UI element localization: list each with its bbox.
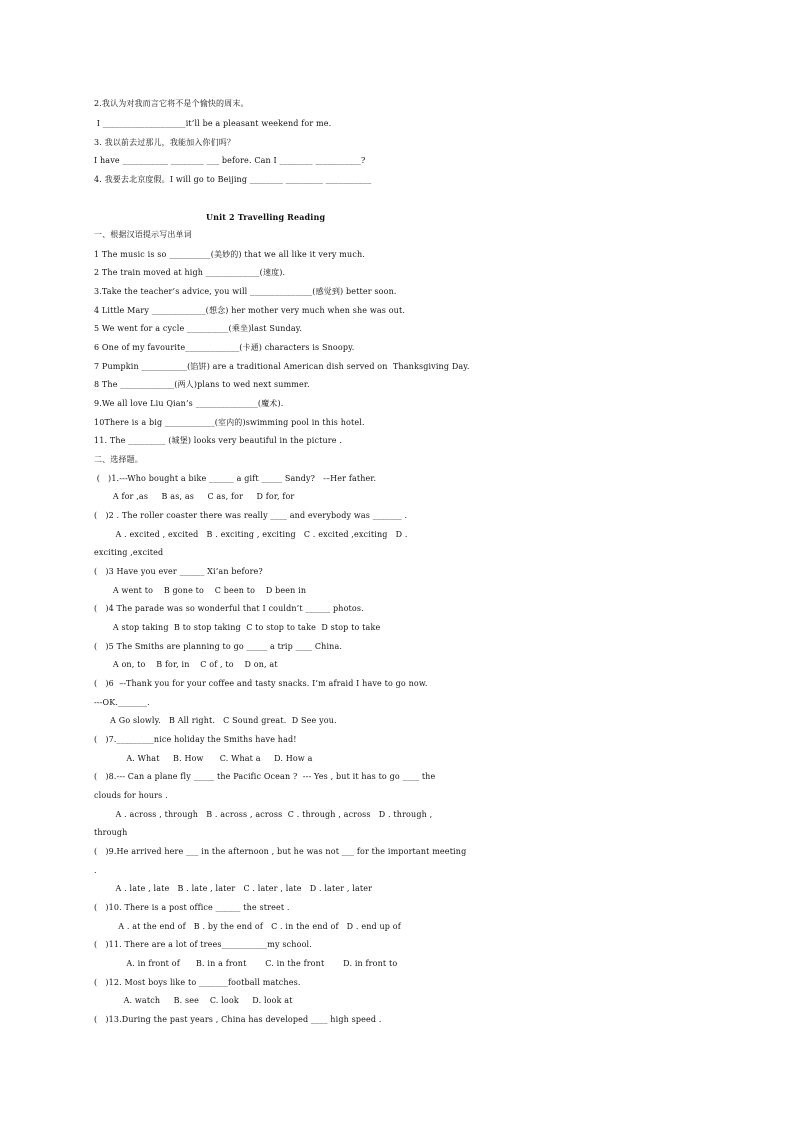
section2-line: A. What B. How C. What a D. How a xyxy=(94,754,313,763)
section2-line: A Go slowly. B All right. C Sound great. D See you. xyxy=(94,716,337,725)
section2-line: A stop taking B to stop taking C to stop to take D stop to take xyxy=(94,623,381,632)
section2-line: ( )11. There are a lot of trees___________my school. xyxy=(94,940,312,949)
section2-line: ( )1.---Who bought a bike ______ a gift _____ Sandy? -–Her father. xyxy=(94,474,377,483)
section1-item: 7 Pumpkin ___________(馅饼) are a traditional American dish served on Thanksgiving Day. xyxy=(94,362,470,371)
section1-item: 9.We all love Liu Qian’s _______________(魔术). xyxy=(94,399,284,408)
section2-line: A. in front of B. in a front C. in the front D. in front to xyxy=(94,959,398,968)
section2-line: ( )7._________nice holiday the Smiths have had! xyxy=(94,735,297,744)
section2-line: ( )2 . The roller coaster there was really ____ and everybody was _______ . xyxy=(94,511,408,520)
section2-line: ( )4 The parade was so wonderful that I couldn’t ______ photos. xyxy=(94,604,364,613)
section2-line: clouds for hours . xyxy=(94,791,168,800)
section1-item: 5 We went for a cycle __________(乘坐)last Sunday. xyxy=(94,324,303,333)
section1-item: 2 The train moved at high _____________(速度). xyxy=(94,268,286,277)
section2-line: A on, to B for, in C of , to D on, at xyxy=(94,660,278,669)
section2-line: A . across , through B . across , across C . through , across D . through , xyxy=(94,810,433,819)
section2-line: ( )3 Have you ever ______ Xi’an before? xyxy=(94,567,263,576)
translation-item-2-blank: I ____________________it’ll be a pleasant weekend for me. xyxy=(94,119,332,128)
section2-line: A went to B gone to C been to D been in xyxy=(94,586,307,595)
section2-heading: 二、选择题。 xyxy=(94,455,143,464)
section1-heading: 一、根据汉语提示写出单词 xyxy=(94,230,192,239)
section1-item: 11. The _________ (城堡) looks very beautiful in the picture . xyxy=(94,436,343,445)
section1-item: 1 The music is so __________(美妙的) that we all like it very much. xyxy=(94,250,365,259)
section1-item: 6 One of my favourite_____________(卡通) characters is Snoopy. xyxy=(94,343,355,352)
section2-line: . xyxy=(94,866,97,875)
section1-item: 8 The _____________(两人)plans to wed next summer. xyxy=(94,380,310,389)
section2-line: ( )5 The Smiths are planning to go _____ a trip ____ China. xyxy=(94,642,343,651)
translation-item-3-blank: I have ___________ ________ ___ before. Can I ________ ___________? xyxy=(94,156,366,165)
section1-item: 3.Take the teacher’s advice, you will _______________(感觉到) better soon. xyxy=(94,287,397,296)
section1-item: 10There is a big ____________(室内的)swimming pool in this hotel. xyxy=(94,418,365,427)
section2-line: ( )8.--- Can a plane fly _____ the Pacific Ocean ? --- Yes , but it has to go ____ the xyxy=(94,772,436,781)
section1-item: 4 Little Mary _____________(想念) her mother very much when she was out. xyxy=(94,306,406,315)
section2-line: ---OK._______. xyxy=(94,698,150,707)
section2-line: exciting ,excited xyxy=(94,548,164,557)
section2-line: ( )13.During the past years , China has developed ____ high speed . xyxy=(94,1015,382,1024)
section2-line: ( )9.He arrived here ___ in the afternoon , but he was not ___ for the important meeting xyxy=(94,847,467,856)
section2-line: ( )10. There is a post office ______ the street . xyxy=(94,903,290,912)
section2-line: A. watch B. see C. look D. look at xyxy=(94,996,293,1005)
translation-item-4: 4. 我要去北京度假。I will go to Beijing ________ _________ ___________ xyxy=(94,175,372,184)
section2-line: A . at the end of B . by the end of C . in the end of D . end up of xyxy=(94,922,401,931)
section2-line: through xyxy=(94,828,128,837)
translation-item-2: 2.我认为对我而言它将不是个愉快的周末。 xyxy=(94,99,249,108)
section2-line: ( )6 –-Thank you for your coffee and tasty snacks. I’m afraid I have to go now. xyxy=(94,679,428,688)
translation-item-3: 3. 我以前去过那儿，我能加入你们吗？ xyxy=(94,138,236,147)
unit-title: Unit 2 Travelling Reading xyxy=(206,212,326,222)
section2-line: ( )12. Most boys like to _______football matches. xyxy=(94,978,301,987)
section2-line: A . late , late B . late , later C . later , late D . later , later xyxy=(94,884,373,893)
section2-line: A . excited , excited B . exciting , exciting C . excited ,exciting D . xyxy=(94,530,408,539)
section2-line: A for ,as B as, as C as, for D for, for xyxy=(94,492,295,501)
